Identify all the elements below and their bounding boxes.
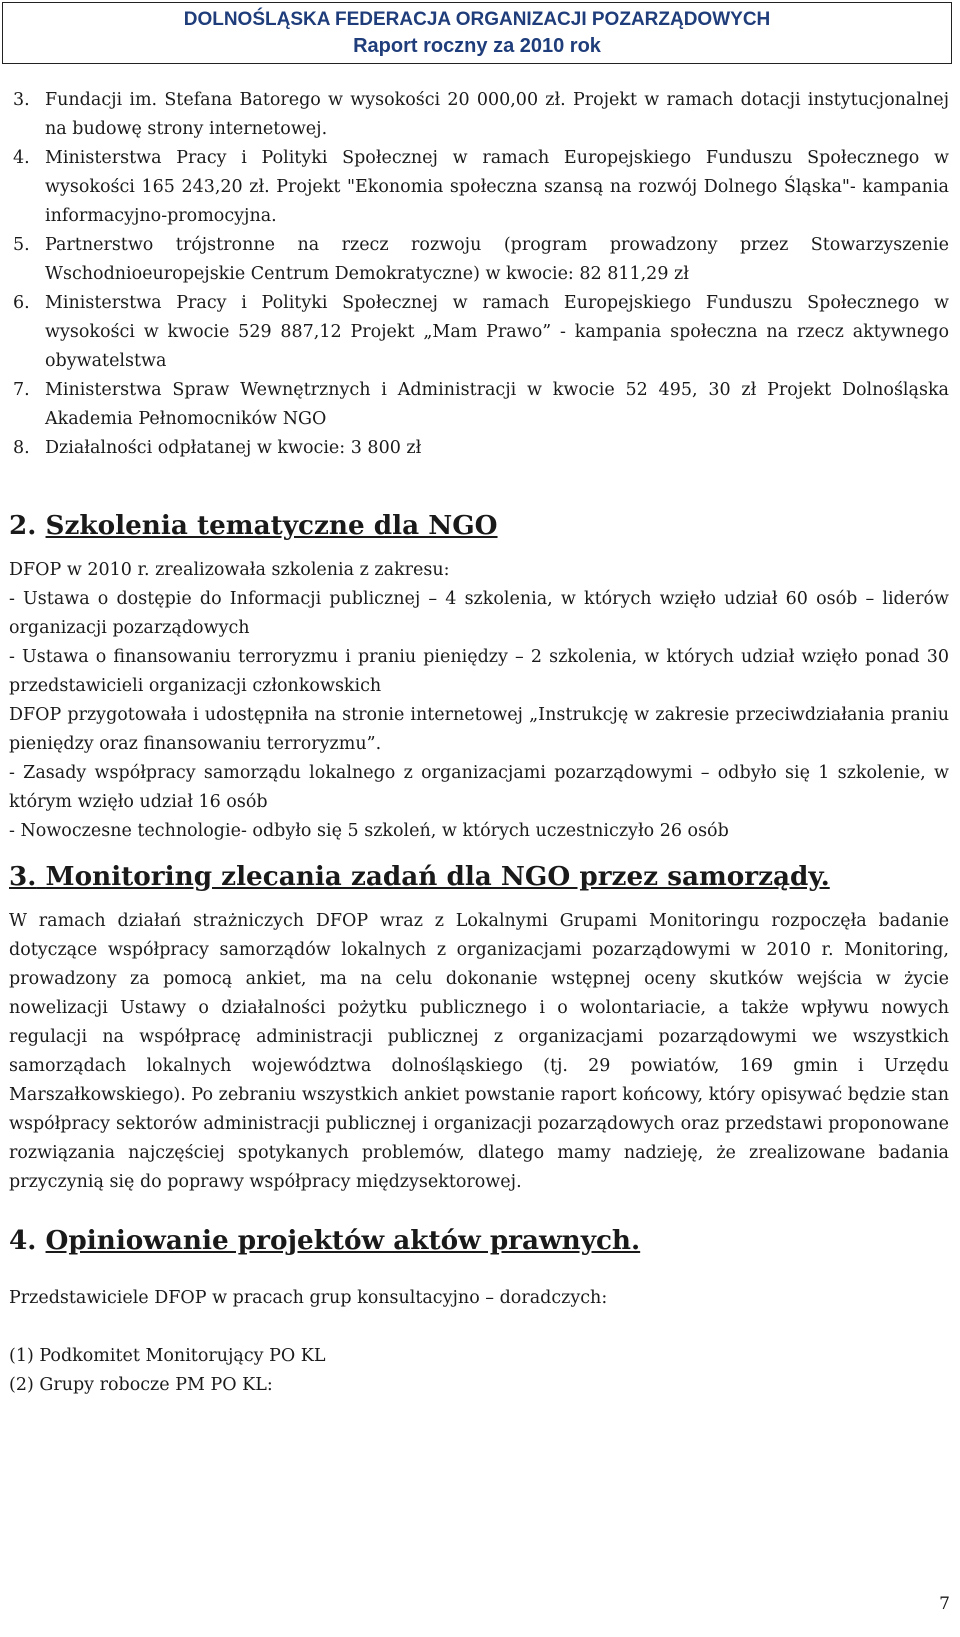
paragraph: - Ustawa o dostępie do Informacji publicznej – 4 szkolenia, w których wzięło udział 60 osób – liderów organizacji pozarządowych bbox=[9, 589, 949, 638]
list-item: 4. Ministerstwa Pracy i Polityki Społecznej w ramach Europejskiego Funduszu Społecznego w wysokości 165 243,20 zł. Projekt "Ekonomia społeczna szansą na rozwój Dolnego Śląska"- kampania informacyjno-promocyjna. bbox=[13, 148, 949, 226]
document-header bbox=[2, 2, 952, 64]
list-item: 3. Fundacji im. Stefana Batorego w wysokości 20 000,00 zł. Projekt w ramach dotacji instytucjonalnej na budowę strony internetowej. bbox=[13, 90, 949, 139]
section-2-heading: 2. Szkolenia tematyczne dla NGO bbox=[9, 510, 498, 541]
paragraph: - Ustawa o finansowaniu terroryzmu i praniu pieniędzy – 2 szkolenia, w których udział wzięło ponad 30 przedstawicieli organizacji członkowskich bbox=[9, 647, 949, 696]
paragraph: DFOP w 2010 r. zrealizowała szkolenia z zakresu: bbox=[9, 560, 450, 580]
list-item: 5. Partnerstwo trójstronne na rzecz rozwoju (program prowadzony przez Stowarzyszenie Wschodnioeuropejskie Centrum Demokratyczne) w kwocie: 82 811,29 zł bbox=[13, 235, 949, 284]
paragraph: - Nowoczesne technologie- odbyło się 5 szkoleń, w których uczestniczyło 26 osób bbox=[9, 821, 729, 841]
section-3-heading: 3. Monitoring zlecania zadań dla NGO przez samorządy. bbox=[9, 861, 830, 892]
paragraph: DFOP przygotowała i udostępniła na stronie internetowej „Instrukcję w zakresie przeciwdziałania praniu pieniędzy oraz finansowaniu terroryzmu”. bbox=[9, 705, 949, 754]
page-number: 7 bbox=[939, 1594, 950, 1614]
section-4-title: Opiniowanie projektów aktów prawnych. bbox=[45, 1225, 641, 1256]
section-2-title: Szkolenia tematyczne dla NGO bbox=[45, 510, 498, 541]
section-3-paragraph: W ramach działań strażniczych DFOP wraz z Lokalnymi Grupami Monitoringu rozpoczęła badanie dotyczące współpracy samorządów lokalnych z organizacjami pozarządowymi w 2010 r. Monitoring, prowadzony za pomocą ankiet, ma na celu dokonanie wstępnej oceny skutków wejścia w życie nowelizacji Ustawy o działalności pożytku publicznego i o wolontariacie, a także wpływu nowych regulacji na współpracę administracji publicznej z organizacjami pozarządowymi we wszystkich samorządach lokalnych województwa dolnośląskiego (tj. 29 powiatów, 169 gmin i Urzędu Marszałkowskiego). Po zebraniu wszystkich ankiet powstanie raport końcowy, który opisywać będzie stan współpracy sektorów administracji publicznej i organizacji pozarządowych oraz przedstawi proponowane rozwiązania najczęściej spotykanych problemów, dlatego mamy nadzieję, że zrealizowane badania przyczynią się do poprawy współpracy międzysektorowej. bbox=[9, 911, 949, 1192]
list-item: (1) Podkomitet Monitorujący PO KL bbox=[9, 1346, 326, 1366]
list-item: 6. Ministerstwa Pracy i Polityki Społecznej w ramach Europejskiego Funduszu Społecznego w wysokości w kwocie 529 887,12 Projekt „Mam Prawo” - kampania społeczna na rzecz aktywnego obywatelstwa bbox=[13, 293, 949, 371]
header-organization: DOLNOŚLĄSKA FEDERACJA ORGANIZACJI POZARZĄDOWYCH bbox=[183, 9, 771, 30]
list-item: 8. Działalności odpłatanej w kwocie: 3 800 zł bbox=[13, 438, 422, 458]
section-4-intro: Przedstawiciele DFOP w pracach grup konsultacyjno – doradczych: bbox=[9, 1288, 608, 1308]
section-2-content bbox=[9, 556, 949, 846]
header-report-title: Raport roczny za 2010 rok bbox=[353, 35, 601, 57]
list-item: 7. Ministerstwa Spraw Wewnętrznych i Administracji w kwocie 52 495, 30 zł Projekt Dolnośląska Akademia Pełnomocników NGO bbox=[13, 380, 949, 429]
section-3-title: Monitoring zlecania zadań dla NGO przez samorządy. bbox=[45, 861, 830, 892]
paragraph: - Zasady współpracy samorządu lokalnego z organizacjami pozarządowymi – odbyło się 1 szkolenie, w którym wzięło udział 16 osób bbox=[9, 763, 949, 812]
list-item: (2) Grupy robocze PM PO KL: bbox=[9, 1375, 273, 1395]
page-body bbox=[9, 86, 949, 1400]
funding-list bbox=[9, 86, 949, 463]
section-4-heading: 4. Opiniowanie projektów aktów prawnych. bbox=[9, 1225, 641, 1256]
